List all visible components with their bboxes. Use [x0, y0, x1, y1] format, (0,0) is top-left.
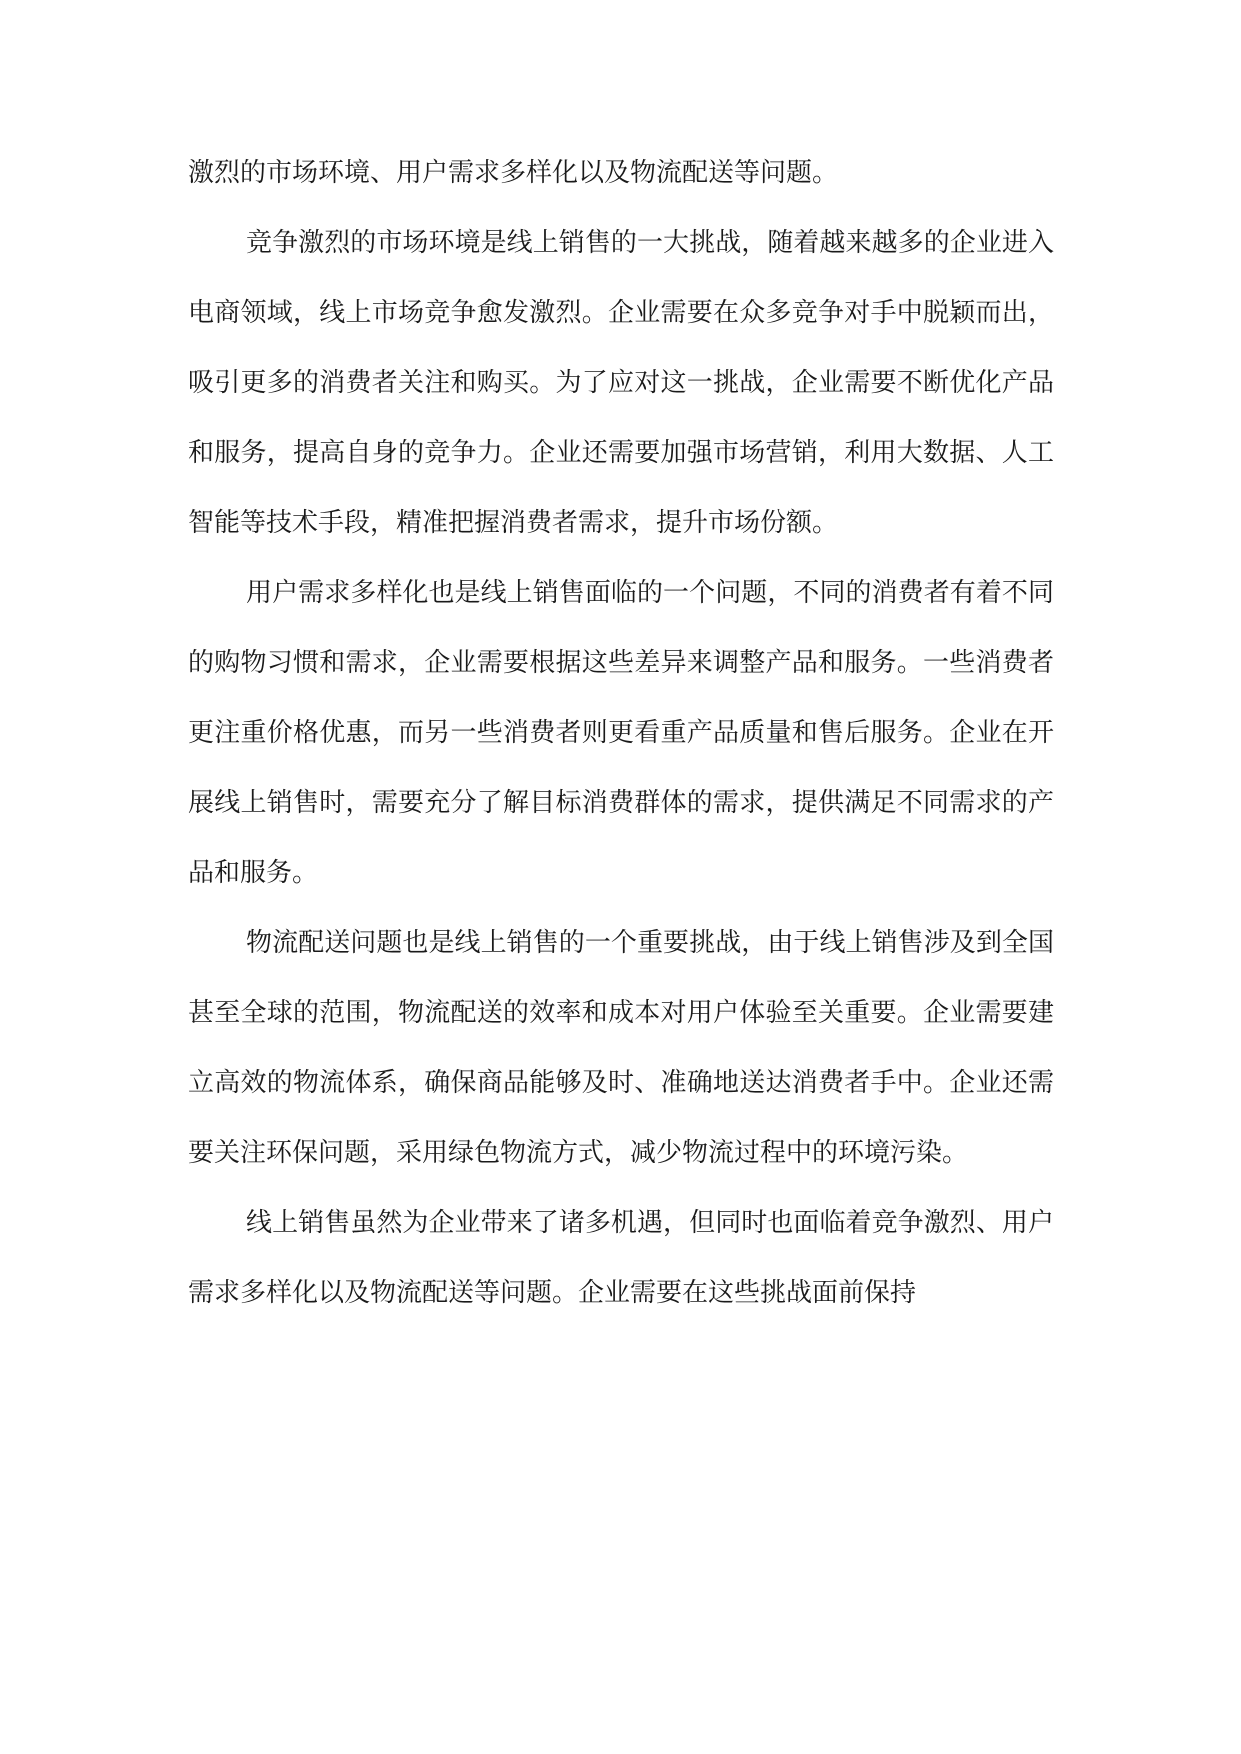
paragraph-logistics: 物流配送问题也是线上销售的一个重要挑战，由于线上销售涉及到全国甚至全球的范围，物流配送的效率和成本对用户体验至关重要。企业需要建立高效的物流体系，确保商品能够及时、准确地送达消费者手中。企业还需要关注环保问题，采用绿色物流方式，减少物流过程中的环境污染。: [188, 928, 1054, 1168]
document-body: [188, 138, 1054, 1328]
paragraph-user-demand: 用户需求多样化也是线上销售面临的一个问题，不同的消费者有着不同的购物习惯和需求，企业需要根据这些差异来调整产品和服务。一些消费者更注重价格优惠，而另一些消费者则更看重产品质量和售后服务。企业在开展线上销售时，需要充分了解目标消费群体的需求，提供满足不同需求的产品和服务。: [188, 578, 1054, 888]
paragraph-market-competition: 竞争激烈的市场环境是线上销售的一大挑战，随着越来越多的企业进入电商领域，线上市场竞争愈发激烈。企业需要在众多竞争对手中脱颖而出，吸引更多的消费者关注和购买。为了应对这一挑战，企业需要不断优化产品和服务，提高自身的竞争力。企业还需要加强市场营销，利用大数据、人工智能等技术手段，精准把握消费者需求，提升市场份额。: [188, 228, 1054, 538]
paragraph-continuation: 激烈的市场环境、用户需求多样化以及物流配送等问题。: [188, 158, 839, 188]
paragraph-summary: 线上销售虽然为企业带来了诸多机遇，但同时也面临着竞争激烈、用户需求多样化以及物流配送等问题。企业需要在这些挑战面前保持: [188, 1208, 1054, 1308]
